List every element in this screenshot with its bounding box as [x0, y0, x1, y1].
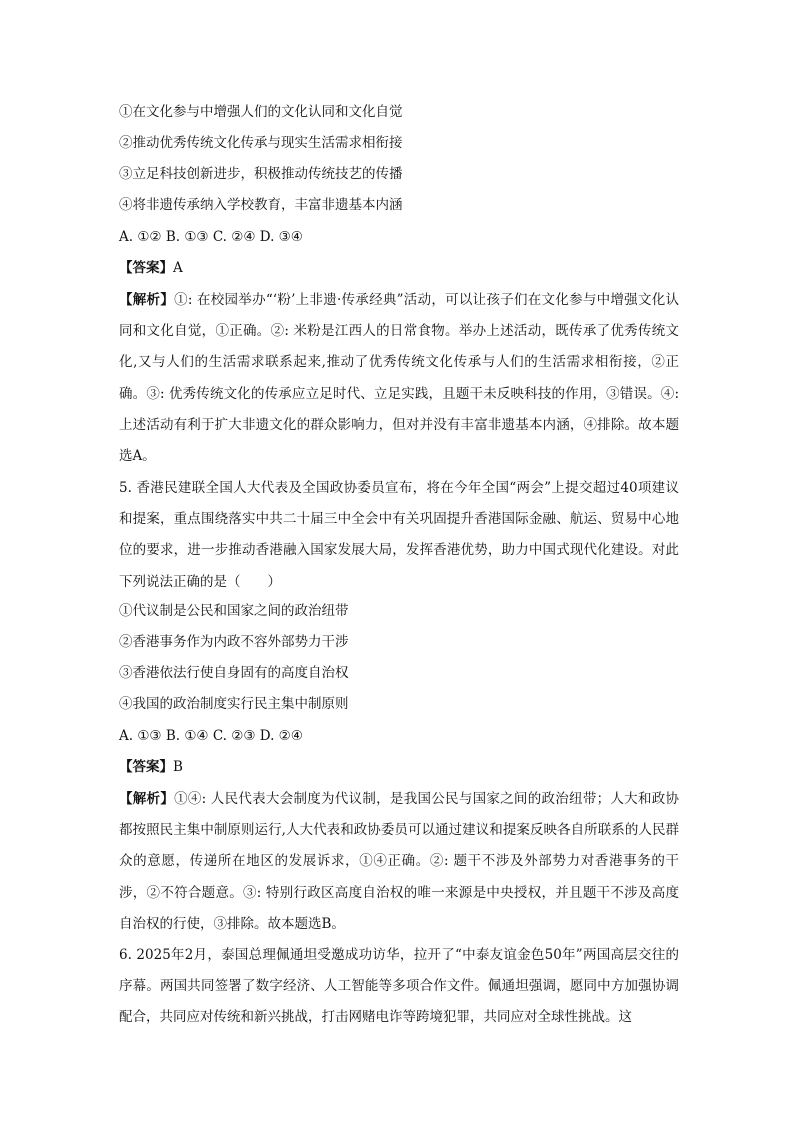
q5-analysis [119, 784, 679, 940]
q5-option-3: ③香港依法行使自身固有的高度自治权 [119, 665, 349, 681]
q4-option-2: ②推动优秀传统文化传承与现实生活需求相衔接 [119, 135, 403, 151]
analysis-text: ①: 在校园举办“‘粉’上非遗·传承经典”活动，可以让孩子们在文化参与中增强文化认同和文化自觉，①正确。②: 米粉是江西人的日常食物。举办上述活动，既传承了优秀传统文化,又与人们的生活需求联系起来,推动了优秀传统文化传承与人们的生活需求相衔接，②正确。③: 优秀传统文化的传承应立足时代、立足实践，且题干未反映科技的作用，③错误。④: 上述活动有利于扩大非遗文化的群众影响力，但对并没有丰富非遗基本内涵，④排除。故本题选A。 [119, 292, 679, 465]
q5-stem: 5. 香港民建联全国人大代表及全国政协委员宣布，将在今年全国“两会”上提交超过40项建议和提案，重点围绕落实中共二十届三中全会中有关巩固提升香港国际金融、航运、贸易中心地位的要求，进一步推动香港融入国家发展大局，发挥香港优势，助力中国式现代化建设。对此下列说法正确的是（ ） [119, 480, 679, 590]
q5-option-2: ②香港事务作为内政不容外部势力干涉 [119, 634, 349, 650]
q4-option-4: ④将非遗传承纳入学校教育，丰富非遗基本内涵 [119, 197, 403, 213]
analysis-text: ①④: 人民代表大会制度为代议制，是我国公民与国家之间的政治纽带；人大和政协都按照民主集中制原则运行,人大代表和政协委员可以通过建议和提案反映各自所联系的人民群众的意愿，传递所在地区的发展诉求，①④正确。②: 题干不涉及外部势力对香港事务的干涉，②不符合题意。③: 特别行政区高度自治权的唯一来源是中央授权，并且题干不涉及高度自治权的行使，③排除。故本题选B。 [119, 791, 680, 932]
q5-choices: A. ①③ B. ①④ C. ②③ D. ②④ [119, 728, 303, 744]
q4-answer [119, 258, 183, 278]
answer-value: B [173, 759, 183, 775]
answer-tag: 【答案】 [119, 759, 173, 775]
answer-tag: 【答案】 [119, 260, 173, 276]
q5-option-4: ④我国的政治制度实行民主集中制原则 [119, 696, 349, 712]
q5-option-1: ①代议制是公民和国家之间的政治纽带 [119, 603, 349, 619]
answer-value: A [173, 260, 183, 276]
analysis-tag: 【解析】 [119, 791, 175, 807]
q4-option-3: ③立足科技创新进步，积极推动传统技艺的传播 [119, 166, 403, 182]
q4-analysis [119, 285, 679, 472]
q5-answer [119, 757, 183, 777]
analysis-tag: 【解析】 [119, 292, 175, 308]
q6-stem: 6. 2025年2月，泰国总理佩通坦受邀成功访华，拉开了“中泰友谊金色50年”两国高层交往的序幕。两国共同签署了数字经济、人工智能等多项合作文件。佩通坦强调，愿同中方加强协调配合，共同应对传统和新兴挑战，打击网赌电诈等跨境犯罪，共同应对全球性挑战。这 [119, 947, 679, 1026]
q4-option-1: ①在文化参与中增强人们的文化认同和文化自觉 [119, 104, 403, 120]
q4-choices: A. ①② B. ①③ C. ②④ D. ③④ [119, 229, 303, 245]
